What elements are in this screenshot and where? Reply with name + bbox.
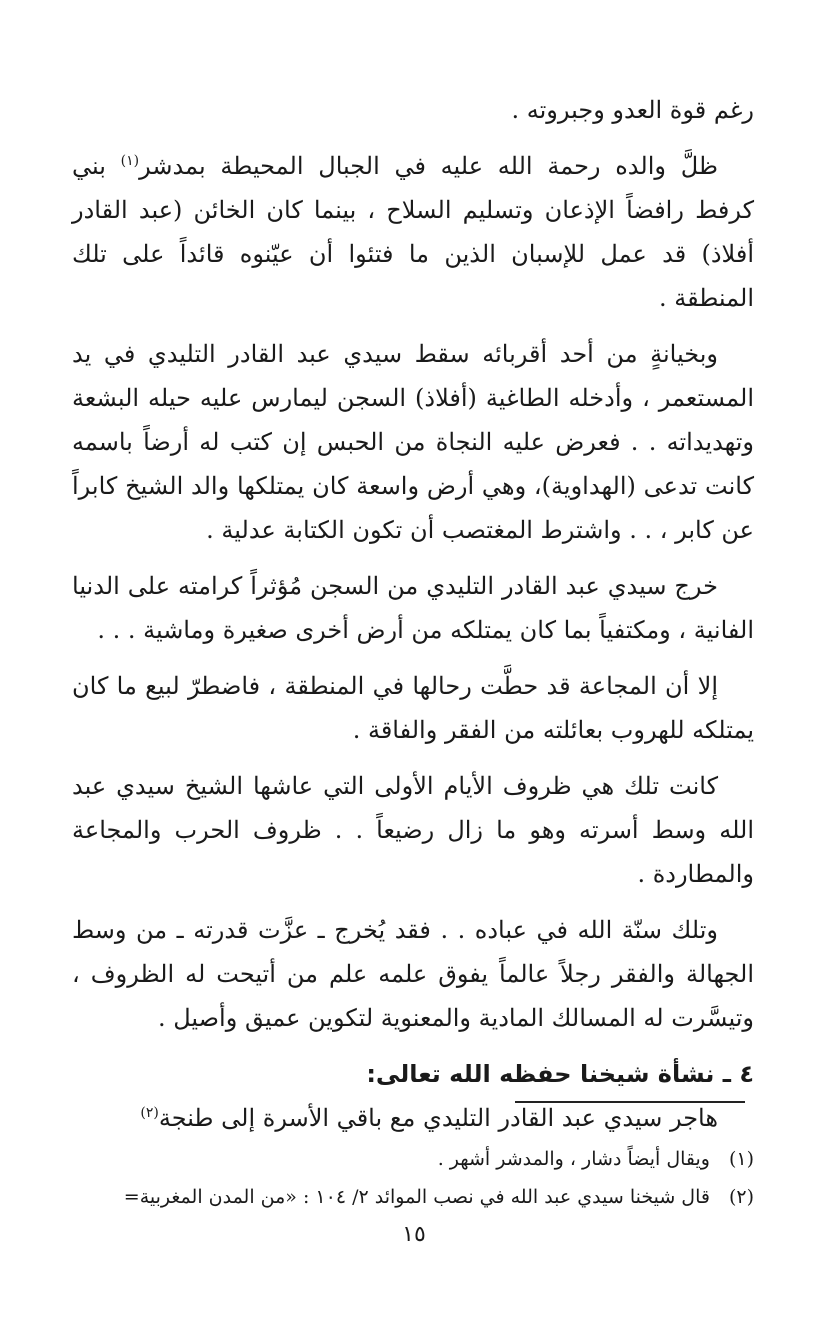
footnotes bbox=[72, 1140, 754, 1216]
footnote-ref[interactable]: (١) bbox=[120, 153, 140, 169]
footnote-number: (٢) bbox=[728, 1186, 754, 1208]
paragraph-text: ظلَّ والده رحمة الله عليه في الجبال المحيطة بمدشر bbox=[139, 152, 718, 180]
paragraph: وتلك سنّة الله في عباده . . فقد يُخرج ـ عزَّت قدرته ـ من وسط الجهالة والفقر رجلاً عالماً يفوق علمه علم من أتيحت له الظروف ، وتيسَّرت له المسالك المادية والمعنوية لتكوين عميق وأصيل . bbox=[72, 916, 754, 1032]
main-text bbox=[72, 88, 754, 1152]
footnote-number: (١) bbox=[728, 1148, 754, 1170]
section-heading: ٤ ـ نشأة شيخنا حفظه الله تعالى: bbox=[366, 1060, 754, 1088]
paragraph-text: هاجر سيدي عبد القادر التليدي مع باقي الأسرة إلى طنجة bbox=[158, 1104, 718, 1132]
paragraph: كانت تلك هي ظروف الأيام الأولى التي عاشها الشيخ سيدي عبد الله وسط أسرته وهو ما زال رضيعاً . . ظروف الحرب والمجاعة والمطاردة . bbox=[72, 772, 754, 888]
page-number: ١٥ bbox=[402, 1222, 426, 1247]
paragraph: رغم قوة العدو وجبروته . bbox=[511, 96, 754, 124]
paragraph: إلا أن المجاعة قد حطَّت رحالها في المنطقة ، فاضطرّ لبيع ما كان يمتلكه للهروب بعائلته من الفقر والفاقة . bbox=[72, 672, 754, 744]
paragraph: خرج سيدي عبد القادر التليدي من السجن مُؤثراً كرامته على الدنيا الفانية ، ومكتفياً بما كان يمتلكه من أرض أخرى صغيرة وماشية . . . bbox=[72, 572, 754, 644]
paragraph bbox=[72, 144, 754, 320]
footnote-text: ويقال أيضاً دشار ، والمدشر أشهر . bbox=[437, 1148, 710, 1170]
footnote bbox=[72, 1178, 754, 1216]
footnote bbox=[72, 1140, 754, 1178]
footnote-ref[interactable]: (٢) bbox=[140, 1105, 159, 1121]
paragraph: وبخيانةٍ من أحد أقربائه سقط سيدي عبد القادر التليدي في يد المستعمر ، وأدخله الطاغية (أفلاذ) السجن ليمارس عليه حيله البشعة وتهديداته . . فعرض عليه النجاة من الحبس إن كتب له أرضاً باسمه كانت تدعى (الهداوية)، وهي أرض واسعة كان يمتلكها والد الشيخ كابراً عن كابر ، . . واشترط المغتصب أن تكون الكتابة عدلية . bbox=[72, 340, 755, 544]
footnote-divider bbox=[515, 1101, 745, 1103]
footnote-text: قال شيخنا سيدي عبد الله في نصب الموائد ٢/ ١٠٤ : «من المدن المغربية= bbox=[123, 1186, 710, 1208]
paragraph-text: بني كرفط رافضاً الإذعان وتسليم السلاح ، بينما كان الخائن (عبد القادر أفلاذ) قد عمل للإسبان الذين ما فتئوا أن عيّنوه قائداً على تلك المنطقة . bbox=[72, 152, 754, 312]
